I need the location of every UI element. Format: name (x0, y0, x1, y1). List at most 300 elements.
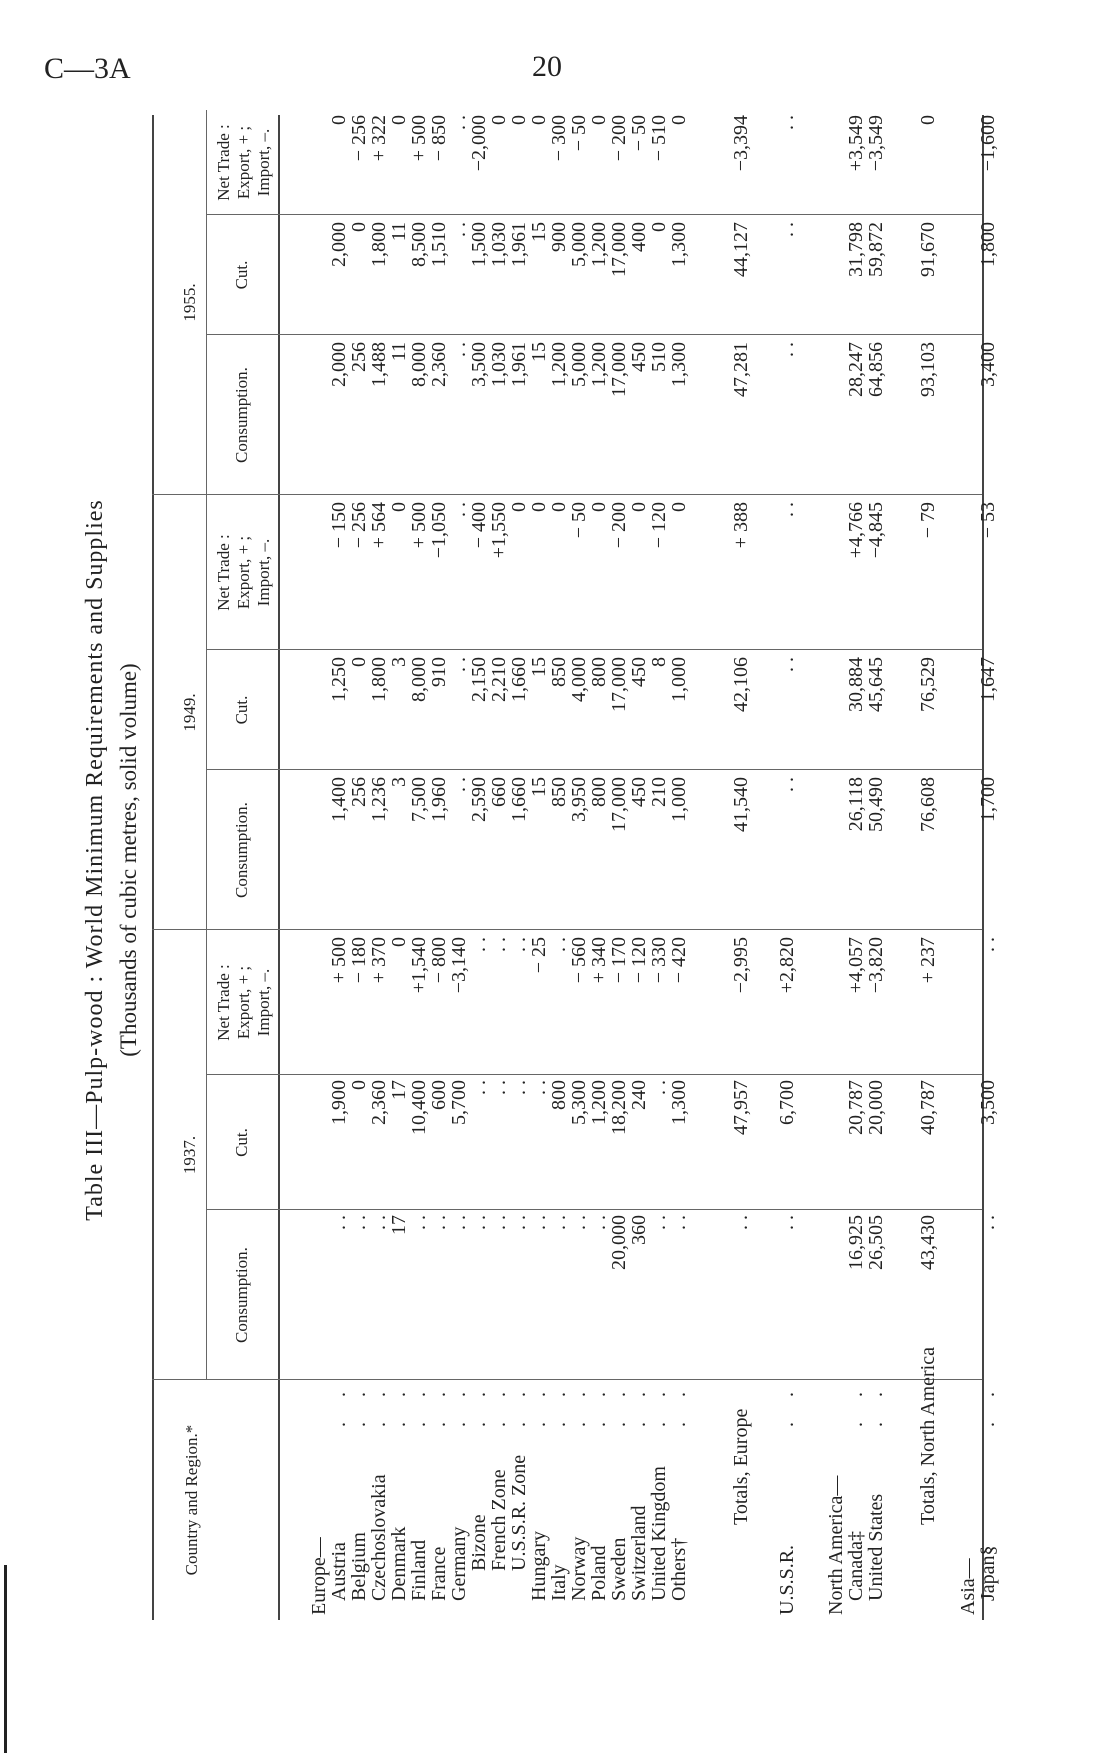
table-cell: +1,540 (408, 937, 430, 994)
table-cell: . . (528, 1215, 550, 1230)
table-title: Table III—Pulp-wood : World Minimum Requirements and Supplies (82, 499, 108, 1221)
table-cell: 450 (628, 777, 650, 807)
year-underline (206, 495, 207, 930)
table-cell: 28,247 (845, 342, 867, 397)
table-cell: 2,000 (328, 222, 350, 267)
table-cell: . . (448, 222, 470, 237)
table-cell: 0 (588, 502, 610, 512)
table-cell: . . (448, 502, 470, 517)
table-cell: 17,000 (608, 777, 630, 832)
table-row (449, 65, 469, 1655)
table-cell: +2,820 (776, 937, 798, 994)
table-cell: − 50 (568, 115, 590, 152)
table-cell: 2,360 (428, 342, 450, 387)
leader-dots: . . (845, 1382, 867, 1427)
leader-dots: . . (588, 1382, 610, 1427)
table-row (609, 65, 629, 1655)
table-cell: . . (648, 1215, 670, 1230)
net-trade-line: Import, –. (254, 128, 273, 197)
table-cell: 0 (388, 502, 410, 512)
table-row (489, 65, 509, 1655)
table-row (589, 65, 609, 1655)
table-cell: . . (468, 1080, 490, 1095)
year-1955: 1955. (180, 283, 199, 322)
table-cell: . . (977, 937, 999, 952)
table-cell: + 340 (588, 937, 610, 984)
table-cell: + 564 (368, 502, 390, 549)
leader-dots: . . (528, 1382, 550, 1427)
row-label: Belgium (348, 1532, 370, 1601)
table-cell: 15 (528, 657, 550, 677)
table-cell: 4,000 (568, 657, 590, 702)
table-cell: −3,140 (448, 937, 470, 994)
cut-header: Cut. (232, 260, 251, 290)
table-row (509, 65, 529, 1655)
table-cell: 1,800 (368, 222, 390, 267)
table-cell: − 120 (648, 502, 670, 549)
table-row (777, 65, 797, 1655)
table-cell: 450 (628, 657, 650, 687)
table-cell: 2,210 (488, 657, 510, 702)
table-cell: 7,500 (408, 777, 430, 822)
net-trade-line: Import, –. (254, 538, 273, 607)
table-cell: 59,872 (865, 222, 887, 277)
table-cell: 15 (528, 777, 550, 797)
table-cell: . . (488, 1215, 510, 1230)
row-label: Switzerland (628, 1505, 650, 1601)
leader-dots: . . (508, 1382, 530, 1427)
table-row (866, 65, 886, 1655)
table-cell: . . (348, 1215, 370, 1230)
row-label: Bizone (468, 1514, 490, 1571)
table-cell: 1,200 (588, 342, 610, 387)
table-cell: 20,787 (845, 1080, 867, 1135)
row-label: Italy (548, 1564, 570, 1601)
table-cell: 800 (548, 1080, 570, 1110)
table-cell: 10,400 (408, 1080, 430, 1135)
table-row (826, 65, 846, 1655)
row-label: Totals, North America (917, 1347, 939, 1525)
table-cell: 91,670 (917, 222, 939, 277)
table-row (978, 65, 998, 1655)
row-label: France (428, 1546, 450, 1601)
table-cell: − 400 (468, 502, 490, 549)
year-1937: 1937. (180, 1135, 199, 1175)
table-row (409, 65, 429, 1655)
table-cell: 31,798 (845, 222, 867, 277)
table-cell: 850 (548, 777, 570, 807)
table-cell: −2,995 (730, 937, 752, 994)
table-cell: − 180 (348, 937, 370, 984)
table-cell: . . (428, 1215, 450, 1230)
leader-dots: . . (468, 1382, 490, 1427)
table-cell: 1,200 (548, 342, 570, 387)
table-cell: 40,787 (917, 1080, 939, 1135)
table-row (846, 65, 866, 1655)
row-label: Totals, Europe (730, 1408, 752, 1525)
table-cell: − 200 (608, 502, 630, 549)
table-cell: 850 (548, 657, 570, 687)
table-cell: −4,845 (865, 502, 887, 559)
leader-dots: . . (568, 1382, 590, 1427)
table-cell: + 370 (368, 937, 390, 984)
margin-rule (4, 1565, 7, 1753)
table-cell: . . (448, 657, 470, 672)
table-cell: 0 (588, 115, 610, 125)
table-cell: . . (730, 1215, 752, 1230)
country-header: Country and Region.* (182, 1424, 201, 1576)
table-cell: 2,000 (328, 342, 350, 387)
table-cell: 0 (528, 502, 550, 512)
rotated-table (82, 65, 1002, 1655)
table-cell: 43,430 (917, 1215, 939, 1270)
table-cell: 1,800 (977, 222, 999, 267)
table-cell: 6,700 (776, 1080, 798, 1125)
table-cell: . . (368, 1215, 390, 1230)
table-cell: 800 (588, 777, 610, 807)
table-row (389, 65, 409, 1655)
table-cell: −2,000 (468, 115, 490, 172)
table-cell: 3,400 (977, 342, 999, 387)
table-cell: 1,300 (668, 1080, 690, 1125)
leader-dots: . . (368, 1382, 390, 1427)
table-cell: 1,900 (328, 1080, 350, 1125)
row-label: Finland (408, 1539, 430, 1601)
leader-dots: . . (608, 1382, 630, 1427)
leader-dots: . . (628, 1382, 650, 1427)
table-cell: 900 (548, 222, 570, 252)
table-cell: +1,550 (488, 502, 510, 559)
table-cell: . . (776, 115, 798, 130)
table-cell: 1,960 (428, 777, 450, 822)
table-cell: 1,200 (588, 222, 610, 267)
table-cell: + 237 (917, 937, 939, 984)
table-cell: 0 (348, 657, 370, 667)
table-cell: 0 (508, 115, 530, 125)
table-cell: 210 (648, 777, 670, 807)
table-cell: − 79 (917, 502, 939, 539)
table-row (629, 65, 649, 1655)
table-cell: . . (776, 342, 798, 357)
table-cell: 11 (388, 342, 410, 362)
table-cell: 15 (528, 222, 550, 242)
table-cell: 64,856 (865, 342, 887, 397)
table-cell: 360 (628, 1215, 650, 1245)
table-cell: 8,500 (408, 222, 430, 267)
table-row (349, 65, 369, 1655)
table-cell: . . (448, 1215, 470, 1230)
table-cell: . . (668, 1215, 690, 1230)
table-cell: + 388 (730, 502, 752, 549)
row-label: Canada‡ (845, 1531, 867, 1601)
table-cell: 1,660 (508, 777, 530, 822)
table-cell: 1,647 (977, 657, 999, 702)
table-row (958, 65, 978, 1655)
table-row (549, 65, 569, 1655)
year-underline (206, 930, 207, 1380)
leader-dots: . . (776, 1382, 798, 1427)
table-cell: − 510 (648, 115, 670, 162)
leader-dots: . . (548, 1382, 570, 1427)
table-cell: 1,000 (668, 777, 690, 822)
table-cell: 1,200 (588, 1080, 610, 1125)
table-cell: 8 (648, 657, 670, 667)
table-cell: − 850 (428, 115, 450, 162)
row-label: United States (865, 1493, 887, 1601)
row-label: Norway (568, 1536, 590, 1601)
table-cell: . . (776, 502, 798, 517)
table-cell: 660 (488, 777, 510, 807)
table-cell: . . (588, 1215, 610, 1230)
table-row (369, 65, 389, 1655)
row-label: U.S.S.R. Zone (508, 1454, 530, 1571)
table-cell: . . (548, 937, 570, 952)
table-subtitle: (Thousands of cubic metres, solid volume) (116, 663, 141, 1057)
table-cell: +4,766 (845, 502, 867, 559)
table-cell: 1,400 (328, 777, 350, 822)
table-cell: 41,540 (730, 777, 752, 832)
table-cell: . . (548, 1215, 570, 1230)
table-cell: + 322 (368, 115, 390, 162)
table-cell: 8,000 (408, 342, 430, 387)
table-cell: + 500 (328, 937, 350, 984)
consumption-header: Consumption. (232, 367, 251, 463)
table-cell: 1,300 (668, 222, 690, 267)
table-cell: . . (408, 1215, 430, 1230)
table-cell: 17 (388, 1080, 410, 1100)
table-cell: 2,150 (468, 657, 490, 702)
table-cell: . . (568, 1215, 590, 1230)
top-rule (152, 115, 154, 1620)
table-cell: + 500 (408, 502, 430, 549)
row-label: Germany (448, 1526, 470, 1601)
table-cell: 5,700 (448, 1080, 470, 1125)
table-cell: 20,000 (608, 1215, 630, 1270)
table-cell: −1,050 (428, 502, 450, 559)
table-cell: 450 (628, 342, 650, 372)
table-cell: 240 (628, 1080, 650, 1110)
table-cell: 1,300 (668, 342, 690, 387)
table-cell: − 120 (628, 937, 650, 984)
row-label: Sweden (608, 1537, 630, 1601)
table-cell: 0 (668, 502, 690, 512)
net-trade-line: Export, + ; (234, 125, 253, 200)
table-cell: − 200 (608, 115, 630, 162)
table-cell: 0 (388, 115, 410, 125)
table-cell: − 150 (328, 502, 350, 549)
leader-dots: . . (668, 1382, 690, 1427)
table-cell: 5,000 (568, 342, 590, 387)
table-cell: 0 (348, 1080, 370, 1090)
table-cell: 600 (428, 1080, 450, 1110)
table-cell: − 800 (428, 937, 450, 984)
table-cell: 26,505 (865, 1215, 887, 1270)
table-cell: . . (776, 222, 798, 237)
table-cell: − 50 (568, 502, 590, 539)
table-cell: 5,000 (568, 222, 590, 267)
table-cell: 47,957 (730, 1080, 752, 1135)
table-cell: 26,118 (845, 777, 867, 832)
table-cell: 30,884 (845, 657, 867, 712)
table-cell: − 560 (568, 937, 590, 984)
table-cell: 3,500 (977, 1080, 999, 1125)
net-trade-header (214, 495, 274, 650)
leader-dots: . . (648, 1382, 670, 1427)
table-cell: 17,000 (608, 342, 630, 397)
table-cell: . . (468, 937, 490, 952)
table-cell: . . (508, 937, 530, 952)
table-cell: 1,000 (668, 657, 690, 702)
table-cell: 256 (348, 777, 370, 807)
table-cell: 1,660 (508, 657, 530, 702)
table-cell: 0 (348, 222, 370, 232)
leader-dots: . . (448, 1382, 470, 1427)
row-label: Europe— (308, 1537, 330, 1615)
table-cell: −3,394 (730, 115, 752, 172)
table-cell: 0 (488, 115, 510, 125)
table-cell: 256 (348, 342, 370, 372)
table-cell: 45,645 (865, 657, 887, 712)
year-1949: 1949. (180, 693, 199, 732)
table-cell: 0 (548, 502, 570, 512)
table-cell: 0 (388, 937, 410, 947)
table-cell: 3 (388, 657, 410, 667)
table-cell: 1,500 (468, 222, 490, 267)
table-cell: 1,030 (488, 342, 510, 387)
table-cell: −3,820 (865, 937, 887, 994)
table-cell: 1,236 (368, 777, 390, 822)
table-row (649, 65, 669, 1655)
table-cell: . . (468, 1215, 490, 1230)
table-cell: 510 (648, 342, 670, 372)
table-cell: − 256 (348, 502, 370, 549)
table-cell: − 170 (608, 937, 630, 984)
table-cell: − 25 (528, 937, 550, 974)
table-cell: − 50 (628, 115, 650, 152)
table-cell: 44,127 (730, 222, 752, 277)
row-label: Austria (328, 1542, 350, 1601)
net-trade-header (214, 110, 274, 215)
table-cell: 11 (388, 222, 410, 242)
table-cell: 1,510 (428, 222, 450, 267)
row-label: Poland (588, 1545, 610, 1601)
table-cell: − 53 (977, 502, 999, 539)
row-label: Others† (668, 1537, 690, 1601)
table-cell: 76,529 (917, 657, 939, 712)
table-row (469, 65, 489, 1655)
table-cell: 8,000 (408, 657, 430, 702)
table-cell: . . (776, 657, 798, 672)
row-label: U.S.S.R. (776, 1544, 798, 1615)
table-row (329, 65, 349, 1655)
table-row (429, 65, 449, 1655)
leader-dots: . . (388, 1382, 410, 1427)
table-cell: 20,000 (865, 1080, 887, 1135)
leader-dots: . . (977, 1382, 999, 1427)
table-cell: . . (448, 115, 470, 130)
table-row (569, 65, 589, 1655)
table-cell: 1,961 (508, 342, 530, 387)
table-row (309, 65, 329, 1655)
table-cell: 1,030 (488, 222, 510, 267)
row-label: Hungary (528, 1531, 550, 1601)
table-cell: . . (528, 1080, 550, 1095)
leader-dots: . . (865, 1382, 887, 1427)
table-cell: . . (508, 1080, 530, 1095)
leader-dots: . . (488, 1382, 510, 1427)
table-cell: −1,600 (977, 115, 999, 172)
table-cell: − 300 (548, 115, 570, 162)
cut-header: Cut. (232, 695, 251, 725)
net-trade-line: Export, + ; (234, 535, 253, 610)
row-label: Czechoslovakia (368, 1474, 390, 1601)
net-trade-line: Net Trade : (214, 964, 233, 1041)
total-row (731, 65, 751, 1655)
table-cell: . . (328, 1215, 350, 1230)
table-cell: 76,608 (917, 777, 939, 832)
table-cell: 0 (528, 115, 550, 125)
leader-dots: . . (328, 1382, 350, 1427)
consumption-header: Consumption. (232, 1247, 251, 1343)
table-cell: +3,549 (845, 115, 867, 172)
table-cell: . . (776, 777, 798, 792)
table-cell: . . (488, 1080, 510, 1095)
table-cell: 0 (628, 502, 650, 512)
table-cell: 3 (388, 777, 410, 787)
table-cell: 0 (668, 115, 690, 125)
table-cell: − 420 (668, 937, 690, 984)
leader-dots: . . (348, 1382, 370, 1427)
table-cell: 910 (428, 657, 450, 687)
table-row (529, 65, 549, 1655)
net-trade-line: Export, + ; (234, 965, 253, 1040)
table-cell: +4,057 (845, 937, 867, 994)
table-cell: −3,549 (865, 115, 887, 172)
table-cell: 800 (588, 657, 610, 687)
table-cell: 3,950 (568, 777, 590, 822)
table-cell: 1,800 (368, 657, 390, 702)
table-cell: . . (488, 937, 510, 952)
table-cell: − 256 (348, 115, 370, 162)
table-cell: + 500 (408, 115, 430, 162)
table-cell: 1,250 (328, 657, 350, 702)
table-cell: 3,500 (468, 342, 490, 387)
table-cell: 1,961 (508, 222, 530, 267)
table-cell: . . (448, 777, 470, 792)
net-trade-line: Import, –. (254, 968, 273, 1037)
table-row (669, 65, 689, 1655)
header-rule (278, 115, 280, 1620)
table-cell: 16,925 (845, 1215, 867, 1270)
table-cell: . . (448, 342, 470, 357)
table-cell: 2,590 (468, 777, 490, 822)
table-cell: . . (977, 1215, 999, 1230)
table-cell: 5,300 (568, 1080, 590, 1125)
table-cell: 93,103 (917, 342, 939, 397)
table-cell: 17 (388, 1215, 410, 1235)
leader-dots: . . (408, 1382, 430, 1427)
row-label: North America— (825, 1475, 847, 1615)
leader-dots: . . (428, 1382, 450, 1427)
page-number: 20 (532, 50, 562, 83)
total-row (918, 65, 938, 1655)
row-label: Japan§ (977, 1545, 999, 1601)
table-cell: 400 (628, 222, 650, 252)
table-cell: 47,281 (730, 342, 752, 397)
table-cell: 18,200 (608, 1080, 630, 1135)
table-cell: 1,488 (368, 342, 390, 387)
table-cell: 1,700 (977, 777, 999, 822)
